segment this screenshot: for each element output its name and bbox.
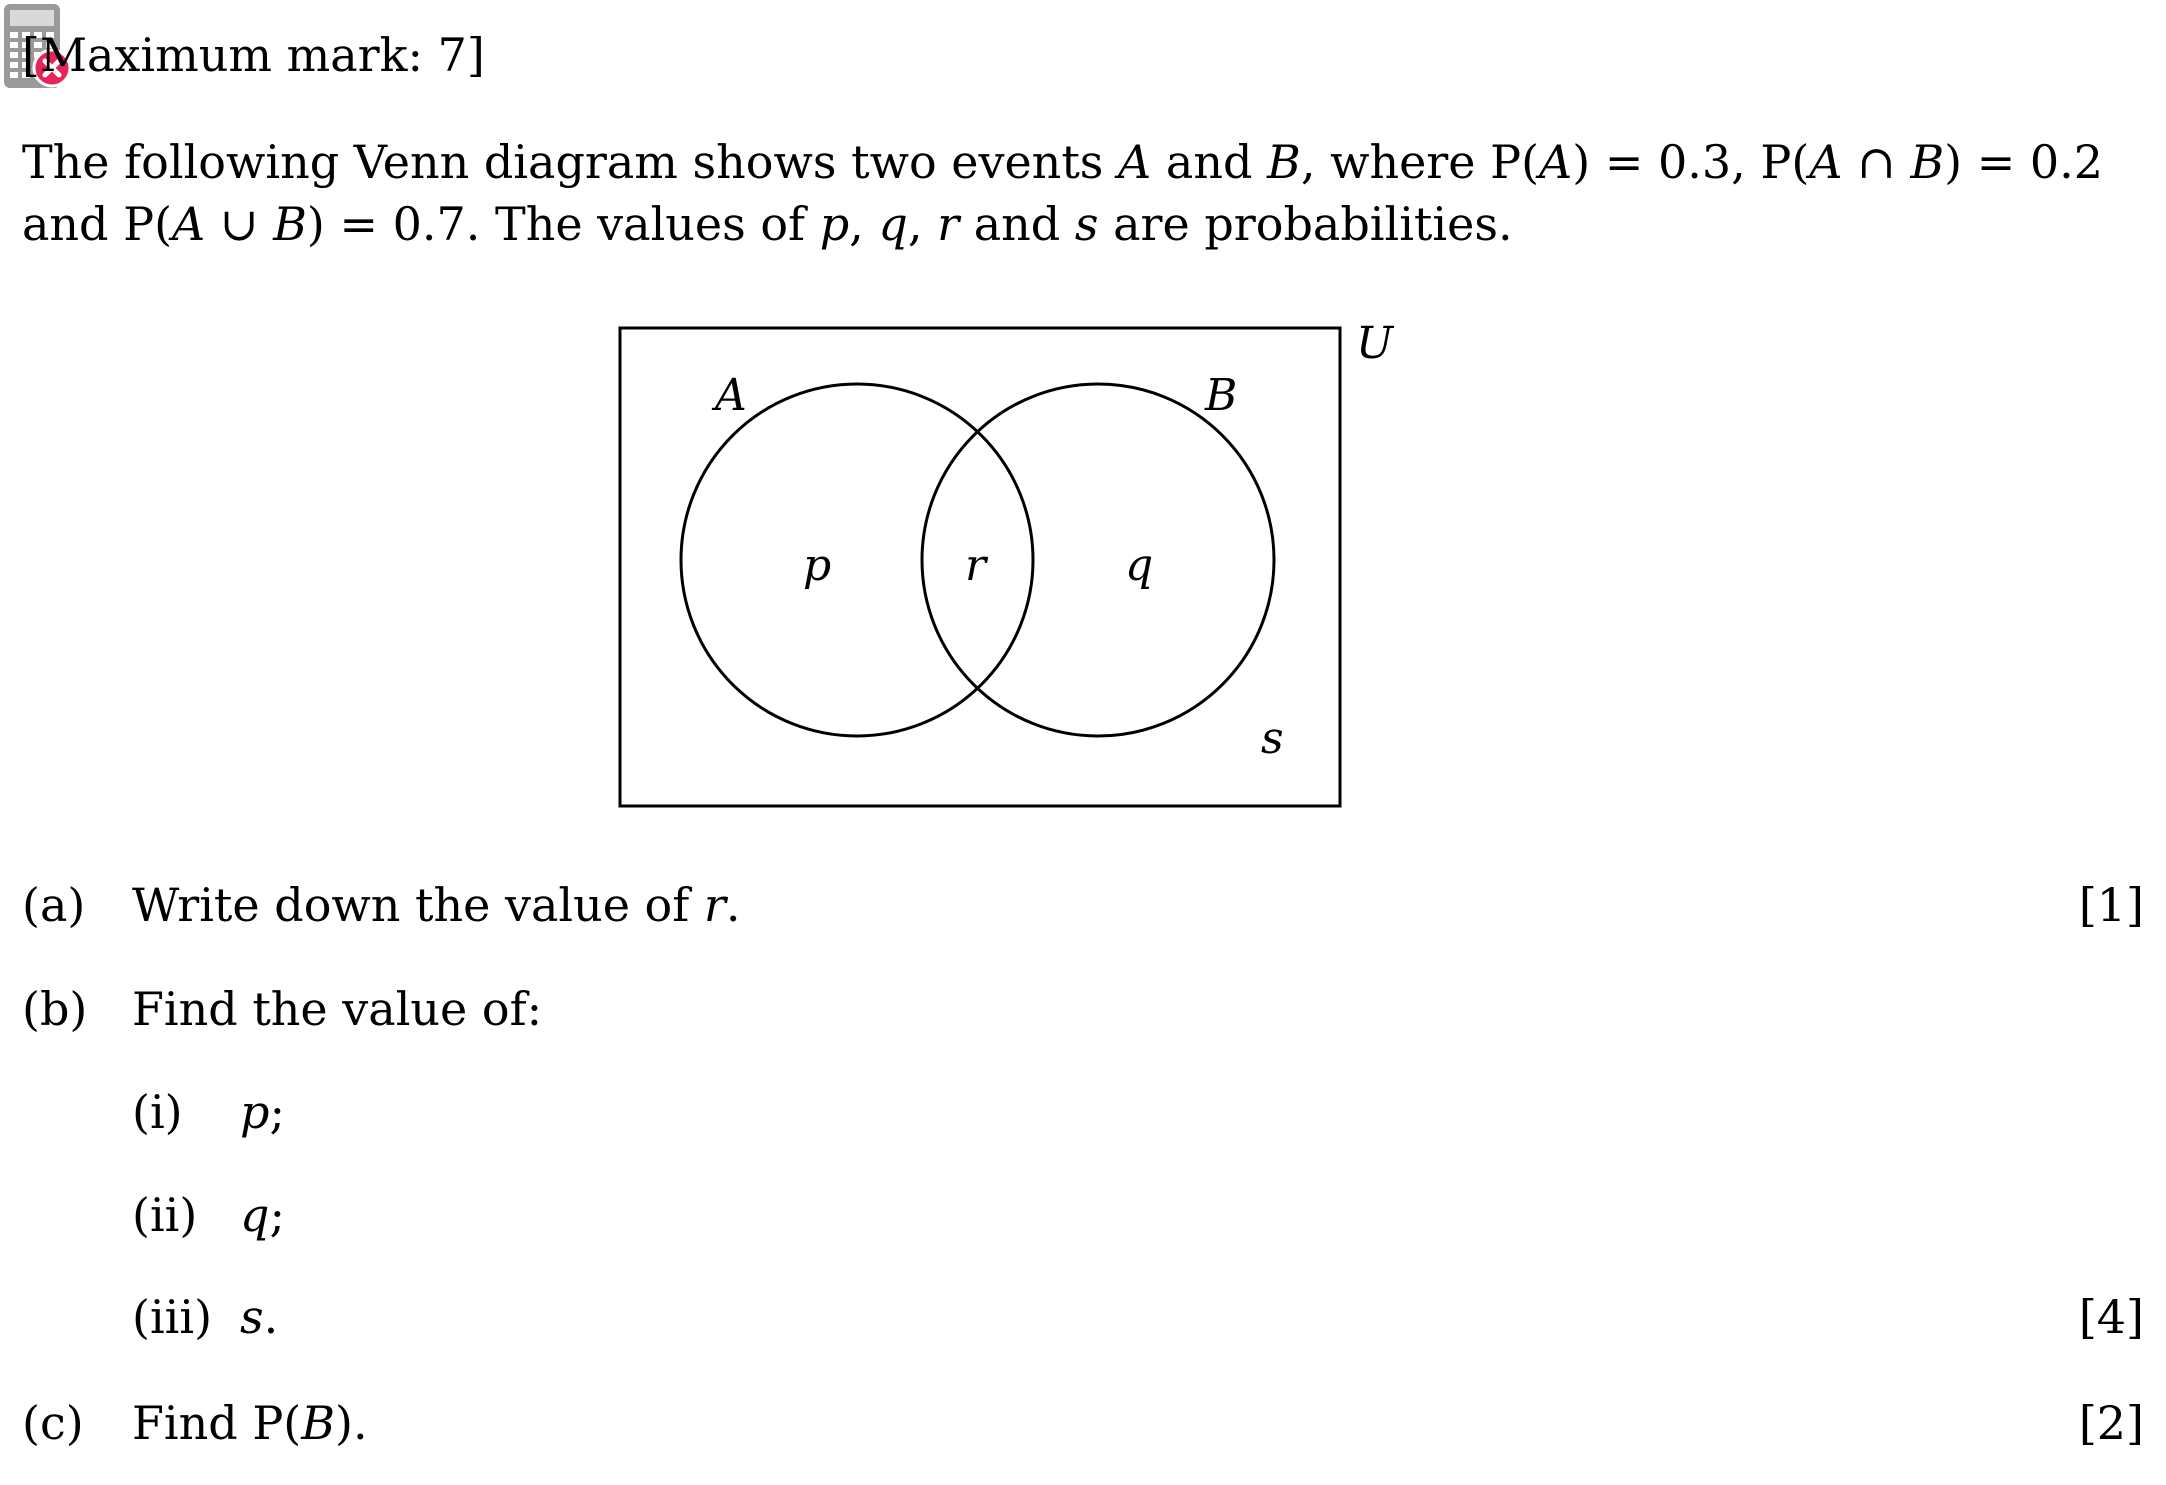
intro-text: , where P(	[1300, 135, 1540, 189]
intro-text: ,	[849, 197, 879, 251]
question-b-iii-text	[240, 1290, 278, 1344]
event-b: B	[1267, 135, 1301, 189]
question-b-ii-label: (ii)	[132, 1188, 198, 1242]
intro-text: and	[959, 197, 1075, 251]
region-q-label: q	[1125, 540, 1154, 591]
var-r: r	[703, 878, 726, 932]
punctuation: ;	[269, 1085, 285, 1139]
question-c-marks: [2]	[2078, 1396, 2144, 1450]
venn-diagram	[610, 320, 1400, 820]
var-p: p	[819, 197, 850, 251]
intro-line-2	[22, 197, 1513, 251]
set-a-label: A	[715, 370, 747, 421]
question-b-label: (b)	[22, 982, 88, 1036]
intro-text: and P(	[22, 197, 173, 251]
var-s: s	[240, 1290, 264, 1344]
var-q: q	[878, 197, 908, 251]
var-s: s	[1074, 197, 1099, 251]
event-a: A	[1118, 135, 1152, 189]
var-p: p	[240, 1085, 270, 1139]
question-b-marks: [4]	[2078, 1290, 2144, 1344]
event-b: B	[1910, 135, 1945, 189]
question-b-i-label: (i)	[132, 1085, 183, 1139]
union-symbol: ∪	[205, 197, 274, 251]
intro-text: ) = 0.7. The values of	[306, 197, 820, 251]
question-b-i-text	[240, 1085, 285, 1139]
intro-text: The following Venn diagram shows two events	[22, 135, 1119, 189]
intro-text: are probabilities.	[1098, 197, 1513, 251]
punctuation: .	[725, 878, 741, 932]
question-b-iii-label: (iii)	[132, 1290, 213, 1344]
region-s-label: s	[1261, 713, 1284, 764]
punctuation: ;	[269, 1188, 285, 1242]
question-a-marks: [1]	[2078, 878, 2144, 932]
question-b-ii-text	[240, 1188, 285, 1242]
event-b: B	[301, 1396, 336, 1450]
question-a-text	[132, 878, 741, 932]
var-r: r	[937, 197, 960, 251]
punctuation: .	[263, 1290, 279, 1344]
universal-label: U	[1356, 320, 1394, 369]
question-b-text: Find the value of:	[132, 982, 543, 1036]
event-a: A	[1809, 135, 1843, 189]
intro-text: and	[1151, 135, 1268, 189]
intersection-symbol: ∩	[1842, 135, 1911, 189]
set-b-label: B	[1205, 370, 1238, 421]
question-c-label: (c)	[22, 1396, 84, 1450]
var-q: q	[240, 1188, 270, 1242]
intro-text: ,	[907, 197, 938, 251]
event-b: B	[273, 197, 307, 251]
region-p-label: p	[803, 540, 832, 591]
question-c-prompt: Find P(	[132, 1396, 302, 1450]
intro-text: ) = 0.3, P(	[1572, 135, 1810, 189]
event-a: A	[172, 197, 206, 251]
maximum-mark: [Maximum mark: 7]	[22, 28, 485, 82]
question-c-text	[132, 1396, 368, 1450]
event-a: A	[1539, 135, 1573, 189]
region-r-label: r	[965, 540, 987, 591]
question-c-close: ).	[335, 1396, 368, 1450]
intro-line-1	[22, 135, 2103, 189]
question-a-prompt: Write down the value of	[132, 878, 704, 932]
question-a-label: (a)	[22, 878, 86, 932]
intro-text: ) = 0.2	[1944, 135, 2104, 189]
